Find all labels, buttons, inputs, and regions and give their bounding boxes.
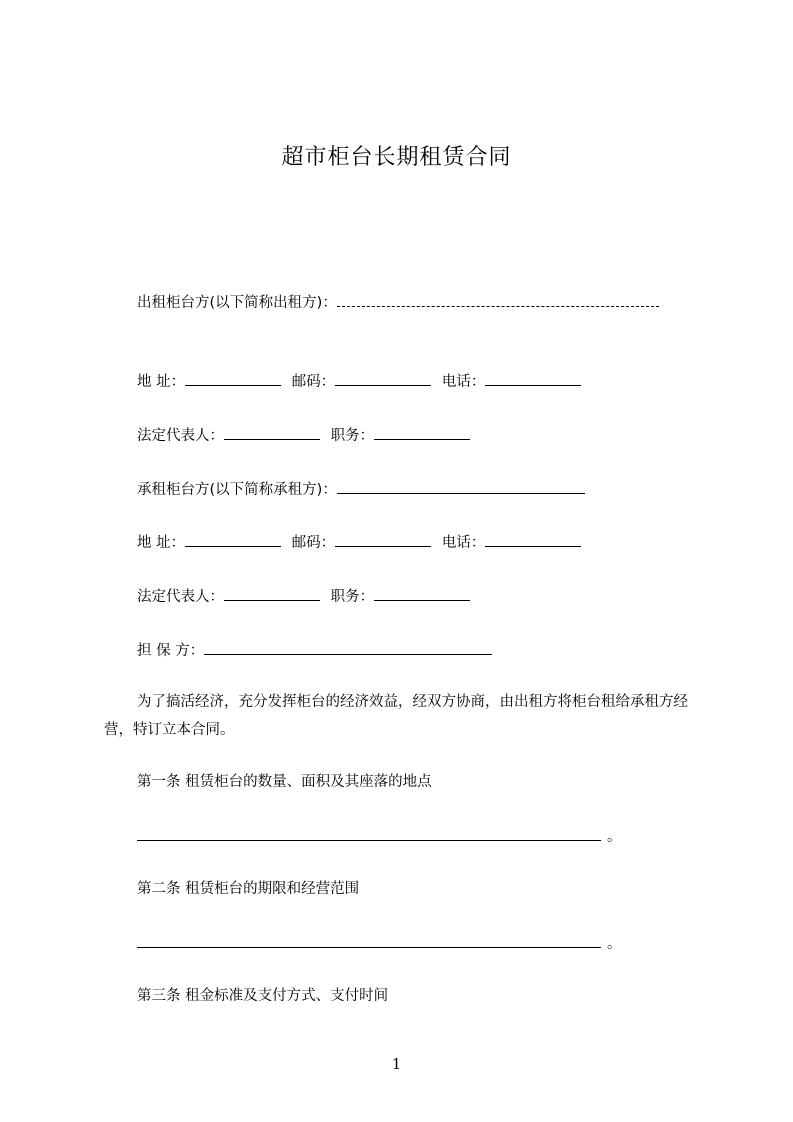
article-1-blank[interactable] [137,826,601,841]
lessor-label: 出租柜台方(以下简称出租方)： [137,295,337,311]
lessee-label: 承租柜台方(以下简称承租方)： [137,482,337,498]
lessor-phone-blank[interactable] [485,371,581,386]
lessor-phone-label: 电话： [441,374,486,390]
lessor-position-label: 职务： [330,428,375,444]
lessee-position-blank[interactable] [374,586,470,601]
lessor-postcode-blank[interactable] [335,371,431,386]
article-2-line [137,933,622,954]
lessee-blank[interactable] [337,479,585,494]
article-3-heading: 第三条 租金标准及支付方式、支付时间 [137,988,389,1004]
guarantor-blank[interactable] [204,640,492,655]
guarantor-line [137,640,498,661]
lessee-rep-line [137,586,476,607]
lessor-postcode-label: 邮码： [291,374,336,390]
page-number: 1 [391,1055,402,1073]
lessee-rep-blank[interactable] [224,586,320,601]
lessee-rep-label: 法定代表人： [137,589,224,605]
lessee-contact-line [137,532,587,553]
lessor-position-blank[interactable] [374,425,470,440]
lessor-rep-line [137,425,476,446]
lessor-contact-line [137,371,587,392]
lessee-postcode-blank[interactable] [335,532,431,547]
lessor-rep-blank[interactable] [224,425,320,440]
document-title: 超市柜台长期租赁合同 [281,145,512,170]
lessor-blank[interactable] [337,292,659,307]
article-2-end: 。 [607,936,622,952]
lessor-line [137,292,665,313]
guarantor-label: 担 保 方： [137,643,205,659]
lessee-postcode-label: 邮码： [291,535,336,551]
lessee-position-label: 职务： [330,589,375,605]
lessor-rep-label: 法定代表人： [137,428,224,444]
lessee-phone-label: 电话： [441,535,486,551]
article-1-end: 。 [607,829,622,845]
article-1-line [137,826,622,847]
article-2-heading: 第二条 租赁柜台的期限和经营范围 [137,881,360,897]
lessee-phone-blank[interactable] [485,532,581,547]
lessee-address-blank[interactable] [185,532,281,547]
lessor-address-label: 地 址： [137,374,186,390]
lessor-address-blank[interactable] [185,371,281,386]
lessee-address-label: 地 址： [137,535,186,551]
preamble-paragraph: 为了搞活经济，充分发挥柜台的经济效益，经双方协商，由出租方将柜台租给承租方经营，特订立本合同。 [104,694,688,738]
lessee-line [137,479,591,500]
article-1-heading: 第一条 租赁柜台的数量、面积及其座落的地点 [137,774,432,790]
article-2-blank[interactable] [137,933,601,948]
